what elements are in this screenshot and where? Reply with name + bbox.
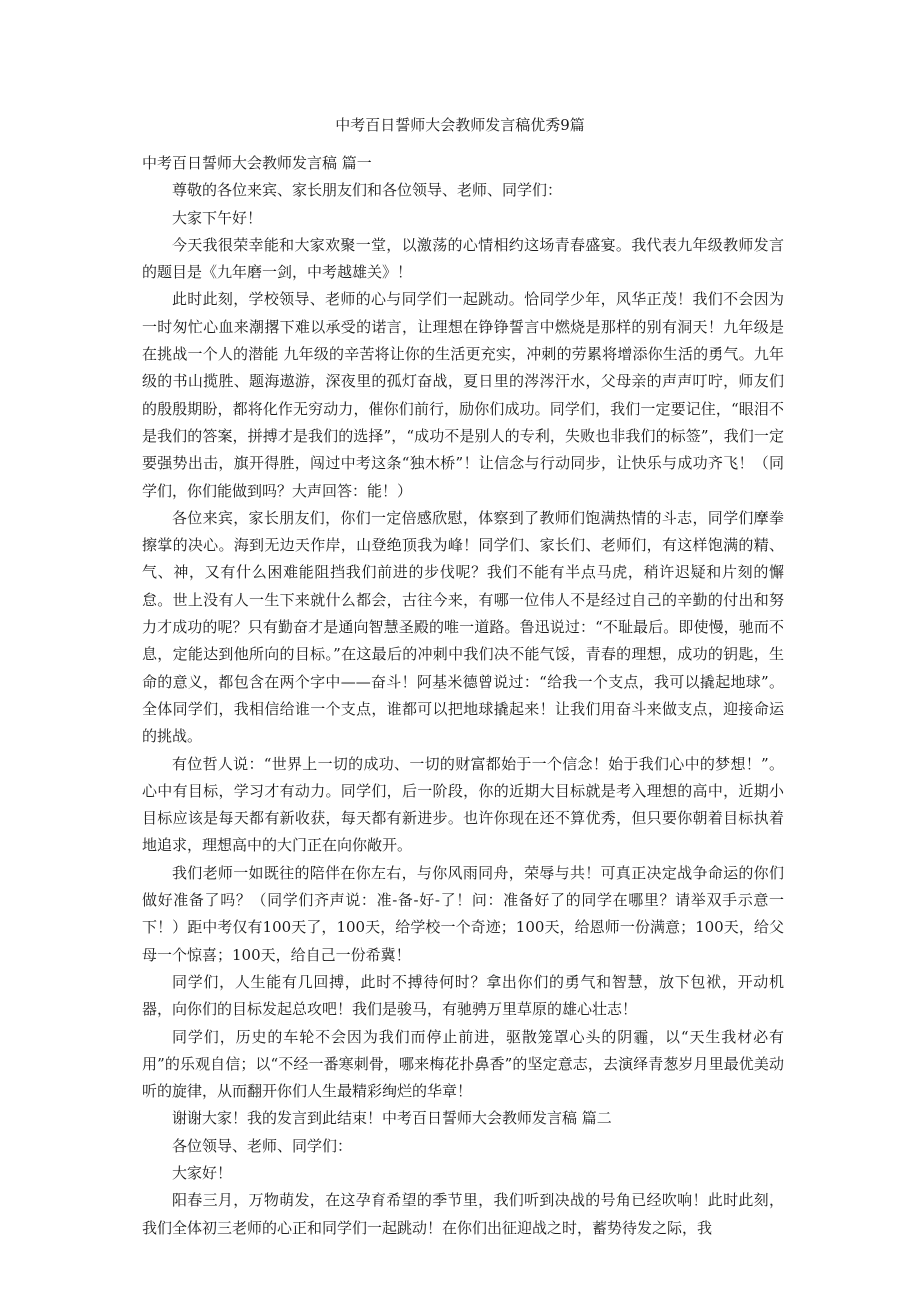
document-body [142, 150, 784, 1242]
paragraph: 大家下午好！ [172, 208, 263, 227]
paragraph: 各位来宾，家长朋友们，你们一定倍感欣慰，体察到了教师们饱满热情的斗志，同学们摩拳擦掌的决心。海到无边天作岸，山登绝顶我为峰！同学们、家长们、老师们，有这样饱满的精、气、神，又有什么困难能阻挡我们前进的步伐呢？我们不能有半点马虎，稍许迟疑和片刻的懈怠。世上没有人一生下来就什么都会，古往今来，有哪一位伟人不是经过自己的辛勤的付出和努力才成功的呢？只有勤奋才是通向智慧圣殿的唯一道路。鲁迅说过：“不耻最后。即使慢，驰而不息，定能达到他所向的目标。”在这最后的冲刺中我们决不能气馁，青春的理想，成功的钥匙，生命的意义，都包含在两个字中——奋斗！阿基米德曾说过：“给我一个支点，我可以撬起地球”。全体同学们，我相信给谁一个支点，谁都可以把地球撬起来！让我们用奋斗来做支点，迎接命运的挑战。 [142, 508, 784, 746]
paragraph: 谢谢大家！我的发言到此结束！中考百日誓师大会教师发言稿 篇二 [172, 1109, 612, 1128]
paragraph: 此时此刻，学校领导、老师的心与同学们一起跳动。恰同学少年，风华正茂！我们不会因为一时匆忙心血来潮撂下难以承受的诺言，让理想在铮铮誓言中燃烧是那样的别有洞天！九年级是在挑战一个人的潜能 九年级的辛苦将让你的生活更充实，冲刺的劳累将增添你生活的勇气。九年级的书山揽胜、题海遨游，深夜里的孤灯奋战，夏日里的涔涔汗水，父母亲的声声叮咛，师友们的殷殷期盼，都将化作无穷动力，催你们前行，励你们成功。同学们，我们一定要记住，“眼泪不是我们的答案，拼搏才是我们的选择”，“成功不是别人的专利，失败也非我们的标签”，我们一定要强势出击，旗开得胜，闯过中考这条“独木桥”！让信念与行动同步，让快乐与成功齐飞！（同学们，你们能做到吗？大声回答：能！） [142, 290, 784, 500]
paragraph: 有位哲人说：“世界上一切的成功、一切的财富都始于一个信念！始于我们心中的梦想！”。心中有目标，学习才有动力。同学们，后一阶段，你的近期大目标就是考入理想的高中，近期小目标应该是每天都有新收获，每天都有新进步。也许你现在还不算优秀，但只要你朝着目标执着地追求，理想高中的大门正在向你敞开。 [142, 754, 784, 855]
paragraph: 尊敬的各位来宾、家长朋友们和各位领导、老师、同学们： [172, 181, 563, 200]
paragraph: 各位领导、老师、同学们： [172, 1136, 353, 1155]
paragraph: 今天我很荣幸能和大家欢聚一堂，以激荡的心情相约这场青春盛宴。我代表九年级教师发言的题目是《九年磨一剑，中考越雄关》！ [142, 235, 784, 282]
paragraph: 同学们，历史的车轮不会因为我们而停止前进，驱散笼罩心头的阴霾，以“天生我材必有用”的乐观自信；以“不经一番寒刺骨，哪来梅花扑鼻香”的坚定意志，去演绎青葱岁月里最优美动听的旋律，从而翻开你们人生最精彩绚烂的华章！ [142, 1027, 784, 1101]
paragraph: 同学们，人生能有几回搏，此时不搏待何时？拿出你们的勇气和智慧，放下包袱，开动机器，向你们的目标发起总攻吧！我们是骏马，有驰骋万里草原的雄心壮志！ [142, 972, 784, 1019]
document-title: 中考百日誓师大会教师发言稿优秀9篇 [335, 116, 585, 134]
paragraph: 阳春三月，万物萌发，在这孕育希望的季节里，我们听到决战的号角已经吹响！此时此刻，我们全体初三老师的心正和同学们一起跳动！在你们出征迎战之时，蓄势待发之际，我 [142, 1191, 784, 1237]
section-heading: 中考百日誓师大会教师发言稿 篇一 [142, 154, 372, 172]
paragraph: 我们老师一如既往的陪伴在你左右，与你风雨同舟，荣辱与共！可真正决定战争命运的你们做好准备了吗？（同学们齐声说：准-备-好-了！问：准备好了的同学在哪里？请举双手示意一下！）距中考仅有100天了，100天，给学校一个奇迹；100天，给恩师一份满意；100天，给父母一个惊喜；100天，给自己一份希冀！ [142, 863, 784, 964]
paragraph: 大家好！ [172, 1163, 233, 1182]
